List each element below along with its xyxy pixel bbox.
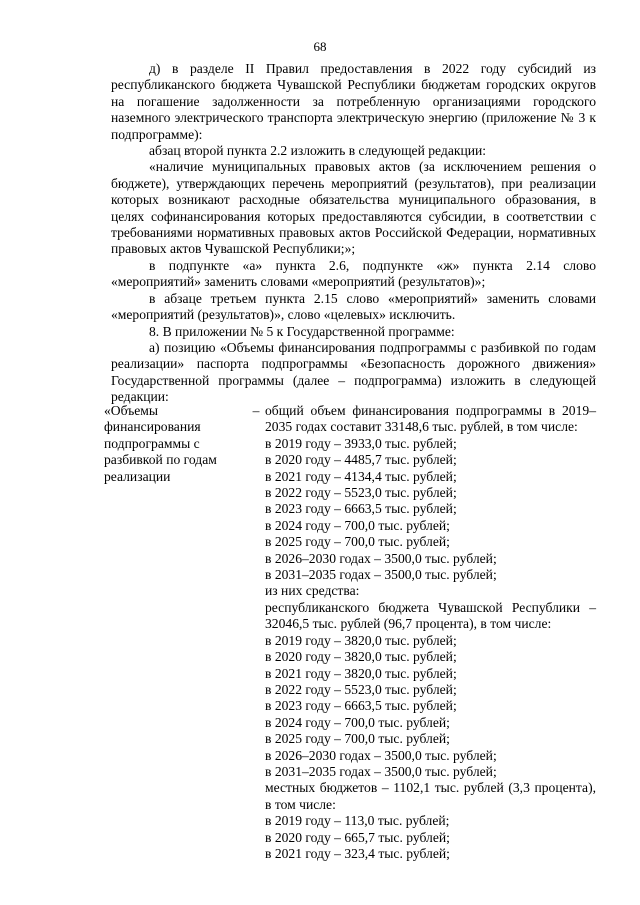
table-value-cell [265, 403, 596, 862]
year-line: в 2022 году – 5523,0 тыс. рублей; [265, 681, 457, 697]
local-years-list [265, 813, 596, 862]
table-dash: – [252, 403, 260, 418]
year-line: в 2031–2035 годах – 3500,0 тыс. рублей; [265, 763, 497, 779]
paragraph: д) в разделе II Правил предоставления в 2022 году субсидий из республиканского бюджета Чувашской Республики бюджетам городских округов на погашение задолженности за потребленную организациями городского наземного электрического транспорта электрическую энергию (приложение № 3 к подпрограмме): [111, 61, 596, 142]
paragraph: в подпункте «а» пункта 2.6, подпункте «ж» пункта 2.14 слово «мероприятий» заменить словами «мероприятий (результатов)»; [111, 257, 596, 290]
year-line: в 2019 году – 3933,0 тыс. рублей; [265, 435, 457, 451]
paragraph: в абзаце третьем пункта 2.15 слово «мероприятий» заменить словами «мероприятий (результатов)», слово «целевых» исключить. [111, 290, 596, 323]
year-line: в 2024 году – 700,0 тыс. рублей; [265, 517, 450, 533]
year-line: в 2026–2030 годах – 3500,0 тыс. рублей; [265, 747, 497, 763]
year-line: в 2021 году – 323,4 тыс. рублей; [265, 845, 450, 861]
local-intro: местных бюджетов – 1102,1 тыс. рублей (3,3 процента), в том числе: [265, 780, 596, 812]
year-line: в 2021 году – 4134,4 тыс. рублей; [265, 468, 457, 484]
table-label-cell: «Объемы финансирования подпрограммы с разбивкой по годам реализации [104, 403, 217, 484]
year-line: в 2020 году – 3820,0 тыс. рублей; [265, 649, 457, 665]
paragraph: а) позицию «Объемы финансирования подпрограммы с разбивкой по годам реализации» паспорта подпрограммы «Безопасность дорожного движения» Государственной программы (далее – подпрограмма) изложить в следующей редакции: [111, 339, 596, 405]
document-body [111, 61, 596, 406]
paragraph: 8. В приложении № 5 к Государственной программе: [149, 323, 455, 339]
total-intro: общий объем финансирования подпрограммы в 2019–2035 годах составит 33148,6 тыс. рублей, в том числе: [265, 403, 596, 435]
page-number: 68 [313, 39, 327, 54]
total-years-list [265, 436, 596, 584]
year-line: в 2031–2035 годах – 3500,0 тыс. рублей; [265, 567, 497, 583]
year-line: в 2024 году – 700,0 тыс. рублей; [265, 714, 450, 730]
year-line: в 2020 году – 665,7 тыс. рублей; [265, 829, 450, 845]
year-line: в 2025 году – 700,0 тыс. рублей; [265, 731, 450, 747]
year-line: в 2022 году – 5523,0 тыс. рублей; [265, 485, 457, 501]
funding-table [104, 403, 596, 862]
paragraph: «наличие муниципальных правовых актов (за исключением решения о бюджете), утверждающих перечень мероприятий (результатов), при реализации которых возникают расходные обязательства муниципального образования, в целях софинансирования которых предоставляются субсидии, в соответствии с требованиями нормативных правовых актов Российской Федерации, нормативных правовых актов Чувашской Республики;»; [111, 159, 596, 257]
year-line: в 2023 году – 6663,5 тыс. рублей; [265, 698, 457, 714]
year-line: в 2019 году – 113,0 тыс. рублей; [265, 813, 450, 829]
year-line: в 2021 году – 3820,0 тыс. рублей; [265, 665, 457, 681]
year-line: в 2020 году – 4485,7 тыс. рублей; [265, 452, 457, 468]
year-line: в 2019 году – 3820,0 тыс. рублей; [265, 632, 457, 648]
of-which-label: из них средства: [265, 583, 360, 599]
year-line: в 2025 году – 700,0 тыс. рублей; [265, 534, 450, 550]
year-line: в 2023 году – 6663,5 тыс. рублей; [265, 501, 457, 517]
paragraph: абзац второй пункта 2.2 изложить в следующей редакции: [149, 143, 487, 159]
year-line: в 2026–2030 годах – 3500,0 тыс. рублей; [265, 550, 497, 566]
republic-years-list [265, 633, 596, 781]
republic-intro: республиканского бюджета Чувашской Республики – 32046,5 тыс. рублей (96,7 процента), в том числе: [265, 599, 596, 632]
